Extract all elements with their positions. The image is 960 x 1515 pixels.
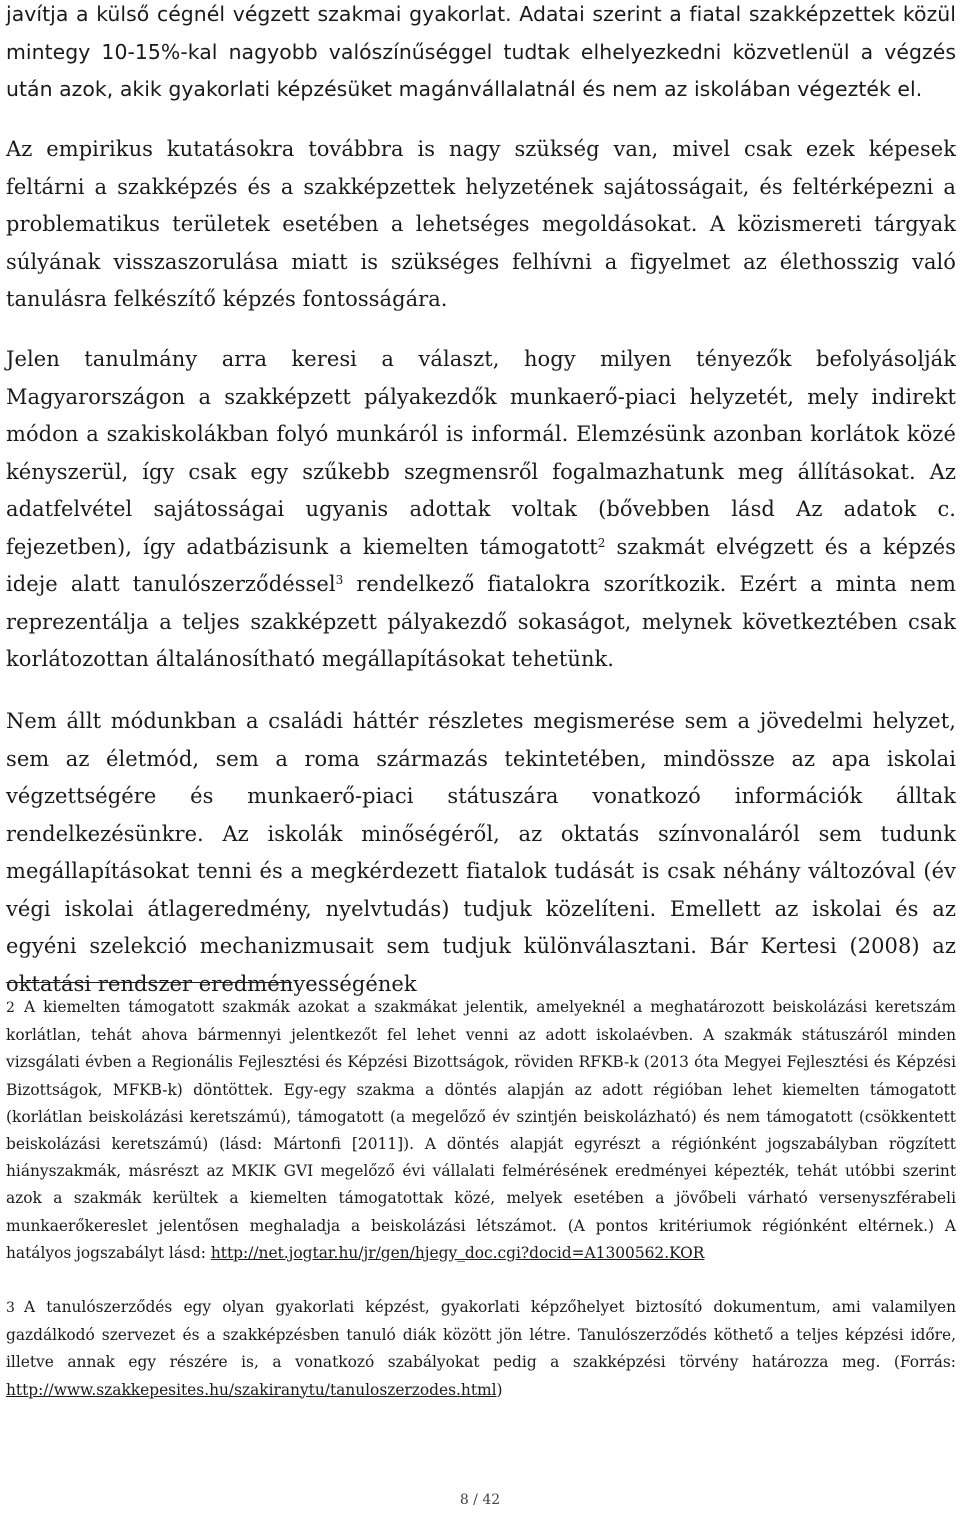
page-number: 8 / 42	[459, 1492, 501, 1508]
footnote-3-close: )	[496, 1380, 503, 1399]
paragraph-3-text-a: Jelen tanulmány arra keresi a választ, hogy milyen tényezők befolyásolják Magyarországon a szakképzett pályakezdők munkaerő-piaci helyzetét, mely indirekt módon a szakiskolákban folyó munkáról is informál. Elemzésünk azonban korlátok közé kényszerül, így csak egy szűkebb szegmensről fogalmazhatunk meg állításokat. Az adatfelvétel sajátosságai ugyanis adottak voltak (bővebben lásd Az adatok c. fejezetben), így adatbázisunk a kiemelten támogatott	[6, 347, 956, 559]
footnote-ref-3[interactable]: 3	[335, 573, 344, 587]
footnote-3	[6, 1294, 956, 1404]
footnote-ref-2[interactable]: 2	[597, 535, 606, 550]
footnote-separator	[6, 982, 292, 983]
paragraph-3-text-c: rendelkező fiatalokra szorítkozik. Ezért a minta nem reprezentálja a teljes szakképzett pályakezdő sokaságot, melynek következtében csak korlátozottan általánosítható megállapításokat tehetünk.	[6, 572, 956, 671]
footnote-2-marker: 2	[6, 1000, 15, 1016]
footnote-2-link[interactable]: http://net.jogtar.hu/jr/gen/hjegy_doc.cgi?docid=A1300562.KOR	[210, 1243, 705, 1262]
paragraph-4: Nem állt módunkban a családi háttér részletes megismerése sem a jövedelmi helyzet, sem az életmód, sem a roma származás tekintetében, mindössze az apa iskolai végzettségére és munkaerő-piaci státuszára vonatkozó információk álltak rendelkezésünkre. Az iskolák minőségéről, az oktatás színvonaláról sem tudunk megállapításokat tenni és a megkérdezett fiatalok tudását is csak néhány változóval (év végi iskolai átlageredmény, nyelvtudás) tudjuk közelíteni. Emellett az iskolai és az egyéni szelekció mechanizmusait sem tudjuk különválasztani. Bár Kertesi (2008) az oktatási rendszer eredményességének	[6, 709, 956, 996]
paragraph-1: javítja a külső cégnél végzett szakmai gyakorlat. Adatai szerint a fiatal szakképzettek közül mintegy 10-15%-kal nagyobb valószínűséggel tudtak elhelyezkedni közvetlenül a végzés után azok, akik gyakorlati képzésüket magánvállalatnál és nem az iskolában végezték el.	[6, 2, 956, 101]
footnote-3-marker: 3	[6, 1300, 15, 1316]
footnote-3-text: A tanulószerződés egy olyan gyakorlati képzést, gyakorlati képzőhelyet biztosító dokumentum, ami valamilyen gazdálkodó szervezet és a szakképzésben tanuló diák között jön létre. Tanulószerződés köthető a teljes képzési időre, illetve annak egy részére is, a vonatkozó szabályokat pedig a szakképzési törvény határozza meg. (Forrás:	[6, 1298, 956, 1372]
paragraph-3-text-b: szakmát elvégzett és a képzés ideje alatt tanulószerződéssel	[6, 534, 956, 596]
footnote-2	[6, 994, 956, 1267]
footnote-2-text: A kiemelten támogatott szakmák azokat a szakmákat jelentik, amelyeknél a meghatározott beiskolázási keretszám korlátlan, tehát ahova bármennyi jelentkezőt fel lehet venni az adott iskolaévben. A szakmák státuszáról minden vizsgálati évben a Regionális Fejlesztési és Képzési Bizottságok, röviden RFKB-k (2013 óta Megyei Fejlesztési és Képzési Bizottságok, MFKB-k) döntöttek. Egy-egy szakma a döntés alapján az adott régióban lehet kiemelten támogatott (korlátlan beiskolázási keretszámú), támogatott (a megelőző év szintjén beiskolázható) és nem támogatott (csökkentett beiskolázási keretszámú) (lásd: Mártonfi [2011]). A döntés alapját egyrészt a régiónként jogszabályban rögzített hiányszakmák, másrészt az MKIK GVI megelőző évi vállalati felmérésének eredményei képezték, tehát utóbbi szerint azok a szakmák kerültek a kiemelten támogatottak közé, melyek esetében a jövőbeli várható versenyszférabeli munkaerőkereslet jelentősen meghaladja a beiskolázási létszámot. (A pontos kritériumok régiónként eltérnek.) A hatályos jogszabályt lásd:	[6, 998, 956, 1262]
footnote-3-link[interactable]: http://www.szakkepesites.hu/szakiranytu/tanuloszerzodes.html	[6, 1380, 497, 1399]
paragraph-3	[6, 341, 956, 679]
paragraph-2: Az empirikus kutatásokra továbbra is nagy szükség van, mivel csak ezek képesek feltárni a szakképzés és a szakképzettek helyzetének sajátosságait, és feltérképezni a problematikus területek esetében a lehetséges megoldásokat. A közismereti tárgyak súlyának visszaszorulása miatt is szükséges felhívni a figyelmet az élethosszig való tanulásra felkészítő képzés fontosságára.	[6, 137, 956, 311]
